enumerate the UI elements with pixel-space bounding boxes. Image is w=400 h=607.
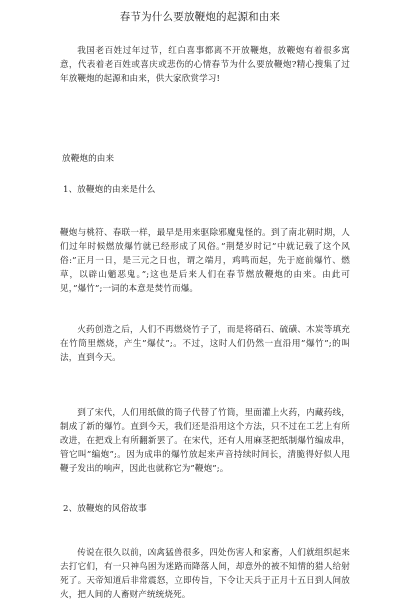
body-paragraph-3: 到了宋代，人们用纸做的筒子代替了竹筒，里面灌上火药，内藏药线，制成了新的爆竹。直到今天，我们还是沿用这个方法，只不过在工艺上有所改进，在把戏上有所翻新罢了。在宋代，还有人用麻茎把纸制爆竹编成串，管它叫”编炮”;。因为成串的爆竹放起来声音持续时间长，清脆得好似人甩鞭子发出的响声，因此也就称它为”鞭炮”;。 [60,408,350,474]
section-heading: 放鞭炮的由来 [62,154,115,164]
body-paragraph-1: 鞭炮与桃符、春联一样，最早是用来驱除邪魔鬼怪的。到了南北朝时期，人们过年时候燃放爆竹就已经形成了风俗。”荆楚岁时记”中就记载了这个风俗:”正月一日，是三元之日也，谓之端月，鸡鸣而起，先于庭前爆竹、燃草，以辟山魈恶鬼。”;这也是后来人们在春节燃放鞭炮的由来。由此可见，”爆竹”;一词的本意是焚竹而爆。 [60,228,350,294]
intro-paragraph: 我国老百姓过年过节，红白喜事都离不开放鞭炮，放鞭炮有着很多寓意，代表着老百姓或喜庆或悲伤的心情春节为什么要放鞭炮?精心搜集了过年放鞭炮的起源和由来，供大家欣赏学习! [60,46,350,84]
body-paragraph-2: 火药创造之后，人们不再燃烧竹子了，而是将硝石、硫磺、木炭等填充在竹筒里燃烧，产生”爆仗”;。不过，这时人们仍然一直沿用”爆竹”;的叫法，直到今天。 [60,325,350,363]
document-title: 春节为什么要放鞭炮的起源和由来 [119,11,281,23]
body-paragraph-4: 传说在很久以前，凶禽猛兽很多，四处伤害人和家畜，人们就组织起来去打它们，有一只神鸟困为迷路而降落人间，却意外的被不知情的猎人给射死了。天帝知道后非常震怒，立即传旨，下令让天兵于正月十五日到人间放火，把人间的人畜财产统统烧死。 [60,548,350,600]
subheading-custom-story: 2、放鞭炮的风俗故事 [63,504,147,514]
subheading-origin: 1、放鞭炮的由来是什么 [63,185,156,195]
